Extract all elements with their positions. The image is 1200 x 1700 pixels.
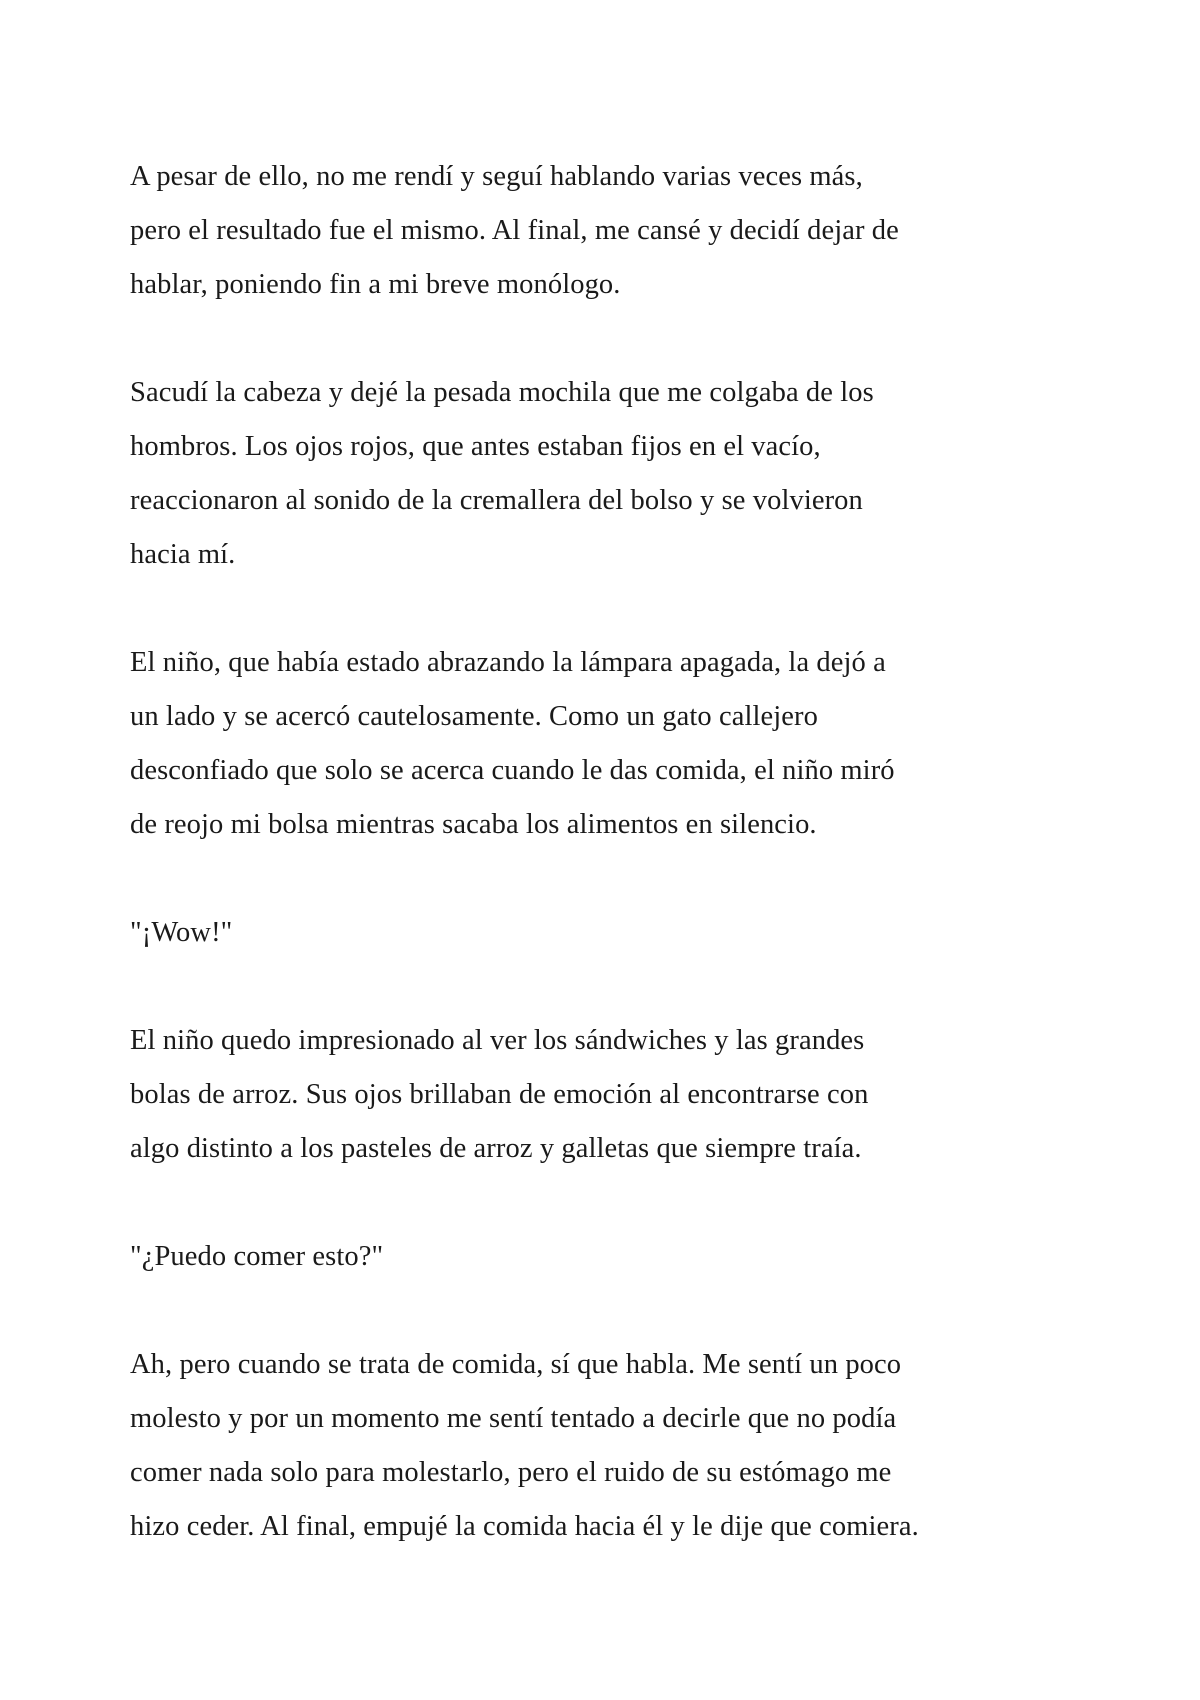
text-line: El niño quedo impresionado al ver los sándwiches y las grandes — [130, 1025, 865, 1056]
paragraph — [130, 1014, 1100, 1176]
text-line: reaccionaron al sonido de la cremallera del bolso y se volvieron — [130, 485, 863, 516]
text-line: hizo ceder. Al final, empujé la comida hacia él y le dije que comiera. — [130, 1511, 919, 1542]
text-line: El niño, que había estado abrazando la lámpara apagada, la dejó a — [130, 647, 886, 678]
dialogue-line: "¡Wow!" — [130, 917, 233, 948]
paragraph — [130, 636, 1100, 852]
text-line: un lado y se acercó cautelosamente. Como un gato callejero — [130, 701, 818, 732]
text-line: hacia mí. — [130, 539, 236, 570]
text-line: molesto y por un momento me sentí tentado a decirle que no podía — [130, 1403, 897, 1434]
dialogue-paragraph — [130, 1230, 1100, 1284]
text-line: algo distinto a los pasteles de arroz y galletas que siempre traía. — [130, 1133, 862, 1164]
text-line: hablar, poniendo fin a mi breve monólogo. — [130, 269, 621, 300]
text-line: de reojo mi bolsa mientras sacaba los alimentos en silencio. — [130, 809, 817, 840]
paragraph — [130, 1338, 1100, 1554]
text-line: Ah, pero cuando se trata de comida, sí que habla. Me sentí un poco — [130, 1349, 902, 1380]
text-line: hombros. Los ojos rojos, que antes estaban fijos en el vacío, — [130, 431, 821, 462]
paragraph — [130, 366, 1100, 582]
dialogue-paragraph — [130, 906, 1100, 960]
text-line: bolas de arroz. Sus ojos brillaban de emoción al encontrarse con — [130, 1079, 869, 1110]
dialogue-line: "¿Puedo comer esto?" — [130, 1241, 384, 1272]
paragraph — [130, 150, 1100, 312]
text-line: comer nada solo para molestarlo, pero el ruido de su estómago me — [130, 1457, 892, 1488]
text-line: A pesar de ello, no me rendí y seguí hablando varias veces más, — [130, 161, 863, 192]
text-line: Sacudí la cabeza y dejé la pesada mochila que me colgaba de los — [130, 377, 874, 408]
text-line: desconfiado que solo se acerca cuando le das comida, el niño miró — [130, 755, 895, 786]
text-line: pero el resultado fue el mismo. Al final, me cansé y decidí dejar de — [130, 215, 899, 246]
